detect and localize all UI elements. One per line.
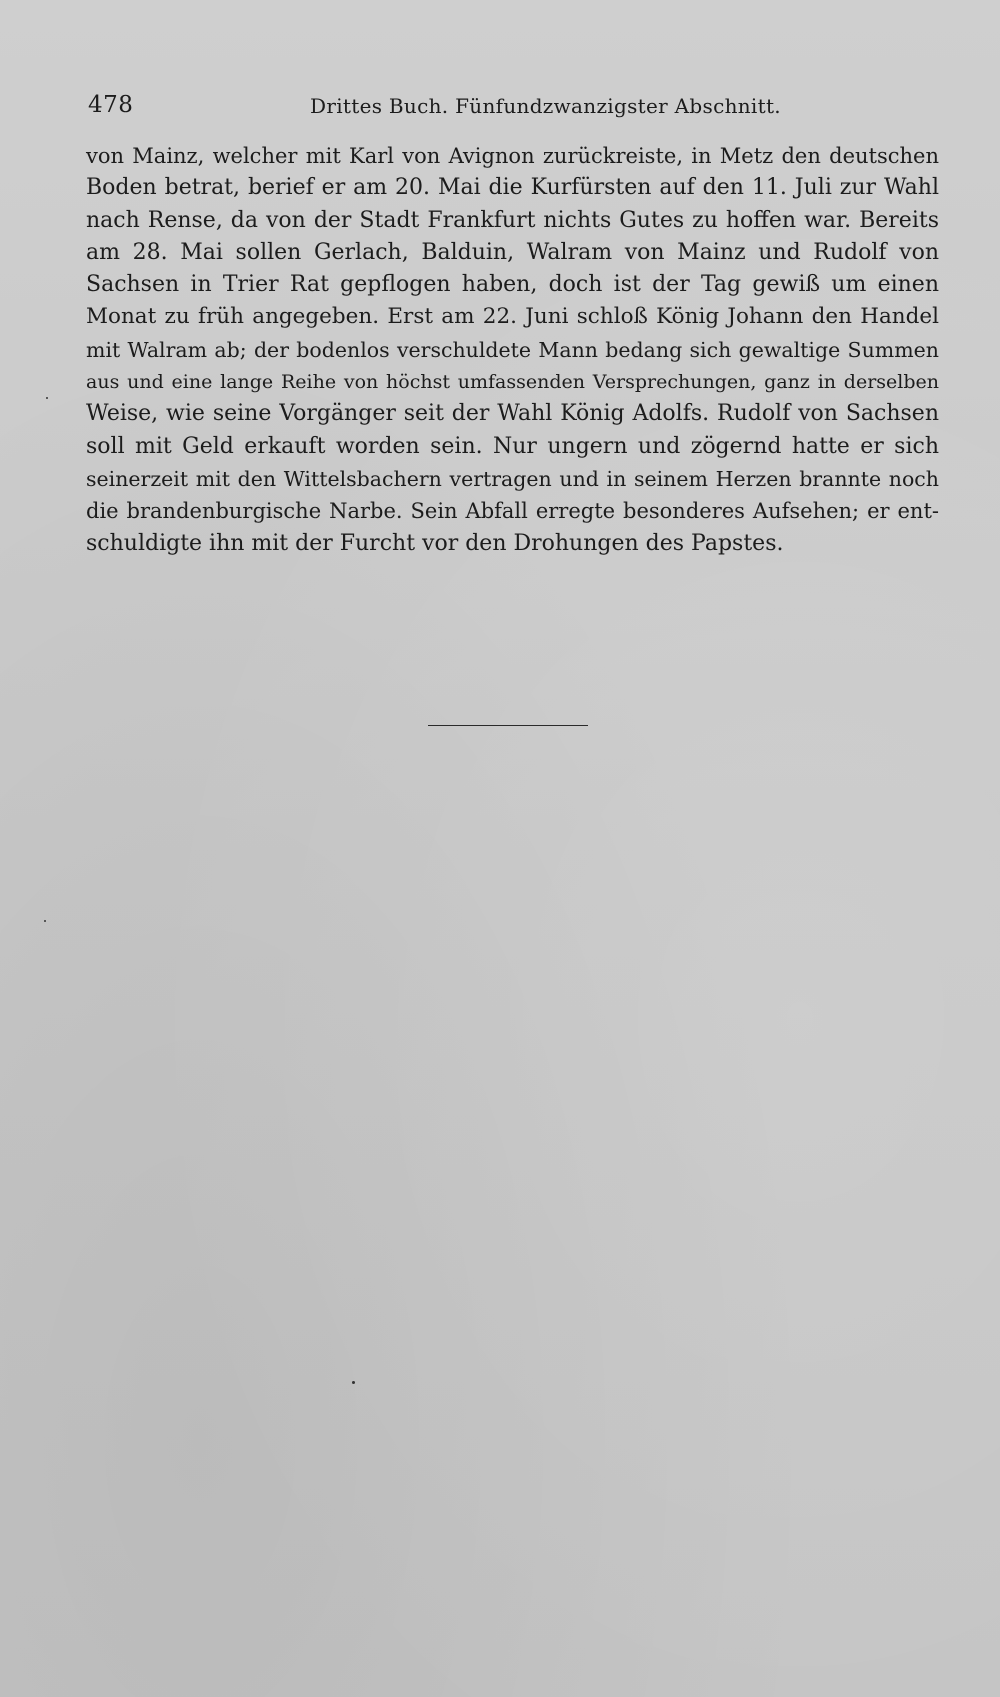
text-line: Monat zu früh angegeben. Erst am 22. Juni schloß König Johann den Handel <box>86 304 939 330</box>
text-line: nach Rense, da von der Stadt Frankfurt nichts Gutes zu hoffen war. Bereits <box>86 207 939 233</box>
body-paragraph <box>86 140 939 560</box>
section-end-rule <box>428 725 588 726</box>
text-line: seinerzeit mit den Wittelsbachern vertragen und in seinem Herzen brannte noch <box>86 466 939 491</box>
page-number: 478 <box>88 92 134 118</box>
text-line: Sachsen in Trier Rat gepflogen haben, doch ist der Tag gewiß um einen <box>86 272 939 298</box>
text-line: am 28. Mai sollen Gerlach, Balduin, Walram von Mainz und Rudolf von <box>86 239 939 265</box>
ink-speck <box>46 397 48 399</box>
text-line: soll mit Geld erkauft worden sein. Nur ungern und zögernd hatte er sich <box>86 433 939 459</box>
text-line: aus und eine lange Reihe von höchst umfassenden Versprechungen, ganz in derselben <box>86 371 939 394</box>
text-line: schuldigte ihn mit der Furcht vor den Drohungen des Papstes. <box>86 530 784 556</box>
running-head: Drittes Buch. Fünfundzwanzigster Abschnitt. <box>310 94 781 118</box>
text-line: von Mainz, welcher mit Karl von Avignon zurückreiste, in Metz den deutschen <box>86 144 939 168</box>
text-line: die brandenburgische Narbe. Sein Abfall erregte besonderes Aufsehen; er ent- <box>86 499 939 524</box>
ink-speck <box>352 1381 355 1384</box>
text-line: Boden betrat, berief er am 20. Mai die Kurfürsten auf den 11. Juli zur Wahl <box>86 175 939 201</box>
page-header <box>88 92 920 122</box>
text-line: mit Walram ab; der bodenlos verschuldete Mann bedang sich gewaltige Summen <box>86 337 939 362</box>
ink-speck <box>44 920 46 922</box>
text-line: Weise, wie seine Vorgänger seit der Wahl König Adolfs. Rudolf von Sachsen <box>86 401 939 427</box>
